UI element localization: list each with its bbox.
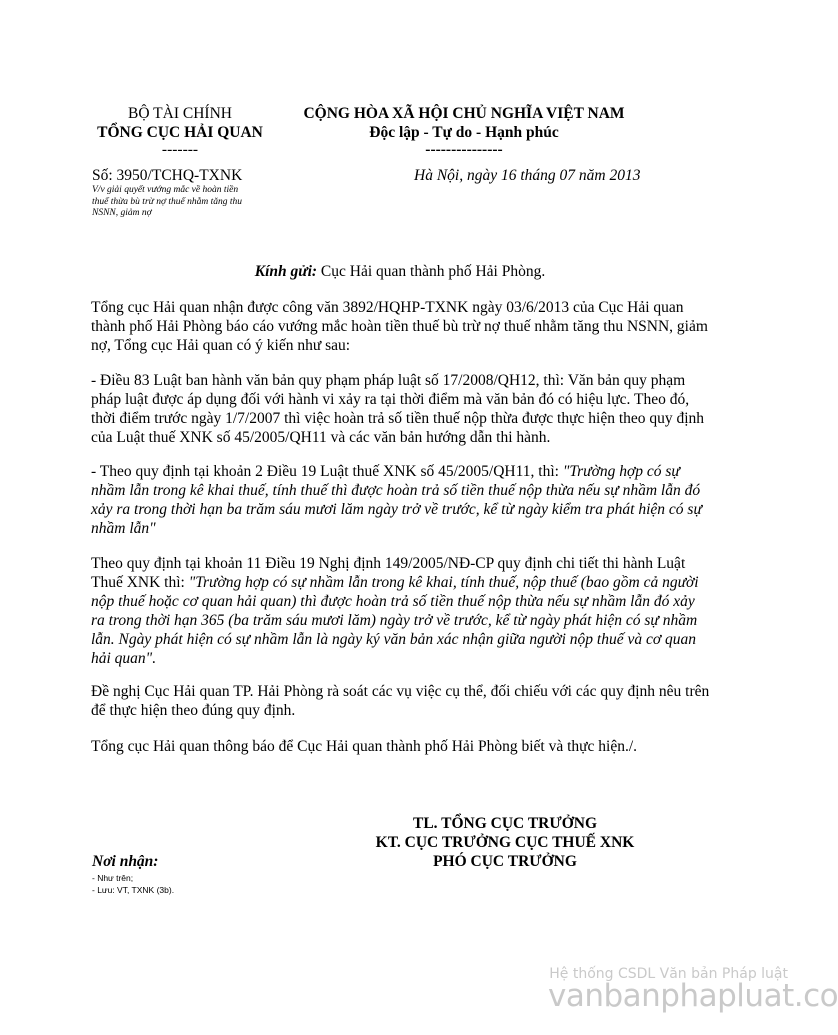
- signature-line: PHÓ CỤC TRƯỞNG: [433, 853, 577, 870]
- document-subject: [92, 185, 272, 220]
- place-date: Hà Nội, ngày 16 tháng 07 năm 2013: [414, 167, 641, 184]
- paragraph-3-quote: "Trường hợp có sự nhầm lẫn trong kê khai thuế, tính thuế thì được hoàn trả số tiền thuế nộp thừa nếu sự nhầm lẫn đó xảy ra trong thời hạn ba trăm sáu mươi lăm ngày trở về trước, kể từ ngày kiểm tra phát hiện có sự nhầm lẫn": [91, 463, 702, 537]
- motto: Độc lập - Tự do - Hạnh phúc: [369, 124, 559, 141]
- paragraph-2: - Điều 83 Luật ban hành văn bản quy phạm pháp luật số 17/2008/QH12, thì: Văn bản quy phạm pháp luật được áp dụng đối với hành vi xảy ra tại thời điểm mà văn bản đó có hiệu lực. Theo đó, thời điểm trước ngày 1/7/2007 thì việc hoàn trả số tiền thuế nộp thừa được thực hiện theo quy định của Luật thuế XNK số 45/2005/QH11 và các văn bản hướng dẫn thi hành.: [91, 372, 705, 446]
- header-right: [270, 104, 658, 159]
- ministry-name: BỘ TÀI CHÍNH: [128, 105, 232, 122]
- recipient-label: Kính gửi:: [254, 263, 318, 280]
- recipient-line: [0, 262, 800, 281]
- country-name: CỘNG HÒA XÃ HỘI CHỦ NGHĨA VIỆT NAM: [303, 105, 625, 122]
- subject-line: V/v giải quyết vướng mắc về hoàn tiền: [92, 185, 239, 195]
- signature-line: TL. TỔNG CỤC TRƯỞNG: [412, 815, 598, 832]
- subject-line: thuế thừa bù trừ nợ thuế nhằm tăng thu: [92, 196, 243, 207]
- paragraph-5: Đề nghị Cục Hải quan TP. Hải Phòng rà soát các vụ việc cụ thể, đối chiếu với các quy định nêu trên để thực hiện theo đúng quy định.: [91, 683, 710, 719]
- department-name: TỔNG CỤC HẢI QUAN: [97, 124, 263, 141]
- recipients-item: - Lưu: VT, TXNK (3b).: [92, 885, 175, 895]
- subject-line: NSNN, giảm nợ: [92, 208, 152, 218]
- signature-block: [340, 814, 670, 871]
- signature-line: KT. CỤC TRƯỞNG CỤC THUẾ XNK: [375, 834, 635, 851]
- paragraph-1: Tổng cục Hải quan nhận được công văn 3892/HQHP-TXNK ngày 03/6/2013 của Cục Hải quan thành phố Hải Phòng báo cáo vướng mắc hoàn tiền thuế bù trừ nợ thuế nhằm tăng thu NSNN, giảm nợ, Tổng cục Hải quan có ý kiến như sau:: [91, 299, 708, 354]
- header-left: [80, 104, 280, 159]
- paragraph-4-text: Theo quy định tại khoản 11 Điều 19 Nghị định 149/2005/NĐ-CP quy định chi tiết thi hành Luật Thuế XNK thì:: [91, 555, 686, 591]
- header-left-dashes: -------: [161, 141, 199, 158]
- paragraph-4-quote: "Trường hợp có sự nhầm lẫn trong kê khai, tính thuế, nộp thuế (bao gồm cả người nộp thuế hoặc cơ quan hải quan) thì được hoàn trả số tiền thuế nộp thừa nếu sự nhầm lẫn đó xảy ra trong thời hạn 365 (ba trăm sáu mươi lăm) ngày trở về trước, kể từ ngày phát hiện có sự nhầm lẫn. Ngày phát hiện có sự nhầm lẫn là ngày ký văn bản xác nhận giữa người nộp thuế và cơ quan hải quan".: [91, 574, 699, 667]
- watermark-domain: vanbanphapluat.co: [548, 978, 838, 1014]
- watermark-caption: Hệ thống CSDL Văn bản Pháp luật: [549, 966, 788, 982]
- paragraph-3: [91, 462, 711, 538]
- document-number: Số: 3950/TCHQ-TXNK: [92, 167, 243, 184]
- recipients-item: - Như trên;: [92, 873, 134, 883]
- paragraph-3-text: - Theo quy định tại khoản 2 Điều 19 Luật thuế XNK số 45/2005/QH11, thì:: [91, 463, 563, 480]
- recipient-name: Cục Hải quan thành phố Hải Phòng.: [320, 263, 546, 280]
- paragraph-4: [91, 554, 711, 668]
- paragraph-6: Tổng cục Hải quan thông báo để Cục Hải quan thành phố Hải Phòng biết và thực hiện./.: [91, 738, 638, 755]
- recipients-block: [92, 852, 312, 896]
- recipients-title: Nơi nhận:: [92, 853, 159, 870]
- header-right-dashes: ---------------: [425, 141, 503, 158]
